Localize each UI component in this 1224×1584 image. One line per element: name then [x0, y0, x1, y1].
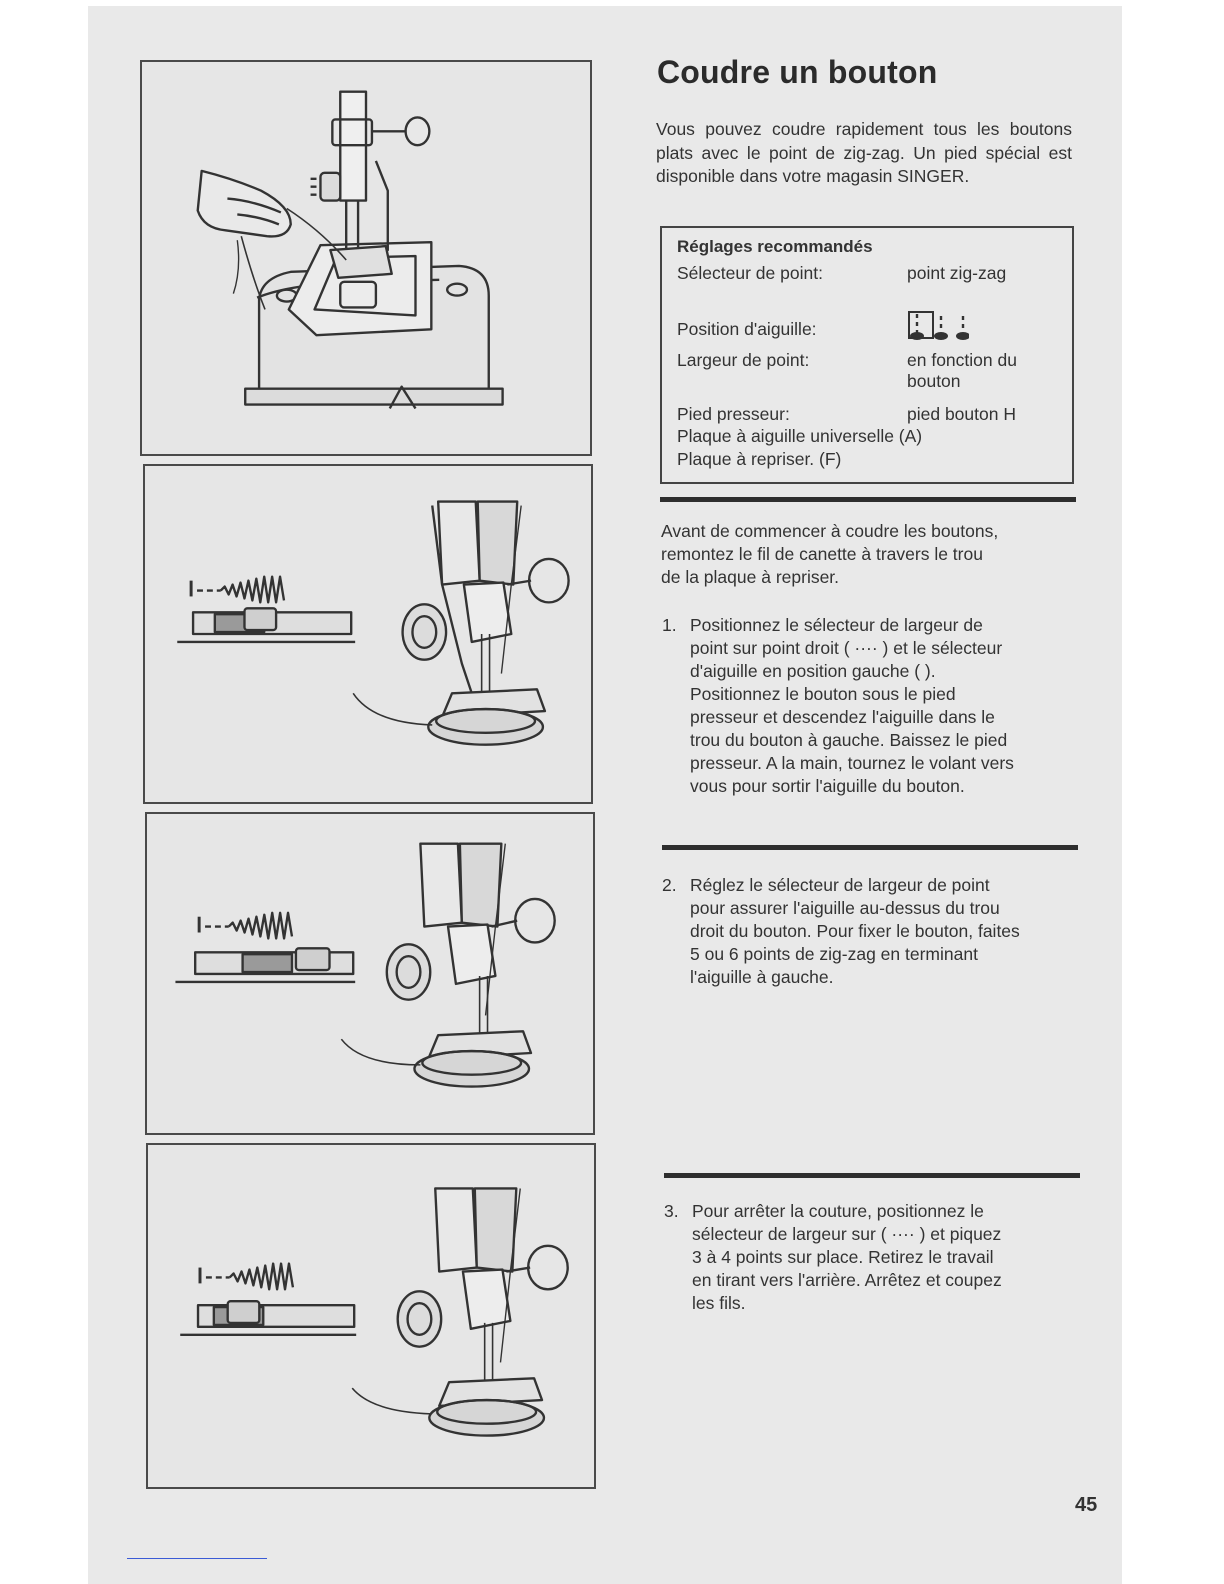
step-line: 5 ou 6 points de zig-zag en terminant [690, 944, 978, 964]
stitch-width-value-line-2: bouton [907, 371, 961, 391]
needle-position-label: Position d'aiguille: [677, 319, 817, 339]
plate-universal: Plaque à aiguille universelle (A) [677, 426, 923, 446]
needle-position-icon [907, 308, 969, 342]
before-line: de la plaque à repriser. [661, 567, 840, 587]
step-line: Positionnez le bouton sous le pied [690, 684, 956, 704]
presser-foot-value: pied bouton H [907, 404, 1016, 424]
step-number: 2. [662, 875, 677, 895]
step-number: 1. [662, 615, 677, 635]
step-line: droit du bouton. Pour fixer le bouton, faites [690, 921, 1020, 941]
step-line: 3 à 4 points sur place. Retirez le travail [692, 1247, 994, 1267]
intro-paragraph: Vous pouvez coudre rapidement tous les boutons plats avec le point de zig-zag. Un pied spécial est disponible dans votre magasin SINGER. [656, 119, 1072, 186]
illustration-panel-3 [145, 812, 595, 1135]
section-divider-3 [664, 1173, 1080, 1178]
page-number: 45 [1075, 1494, 1098, 1516]
step-line: les fils. [692, 1293, 746, 1313]
before-paragraph [661, 520, 1075, 589]
button-foot-finish-icon [148, 1145, 594, 1487]
stitch-width-label: Largeur de point: [677, 350, 810, 370]
step-line: sélecteur de largeur sur ( ···· ) et piquez [692, 1224, 1002, 1244]
page-title: Coudre un bouton [657, 54, 938, 90]
step-line: presseur. A la main, tournez le volant vers [690, 753, 1014, 773]
stitch-selector-value: point zig-zag [907, 263, 1007, 283]
step-line: point sur point droit ( ···· ) et le sélecteur [690, 638, 1003, 658]
recommended-settings-box [660, 226, 1074, 484]
presser-foot-label: Pied presseur: [677, 404, 790, 424]
step-line: Positionnez le sélecteur de largeur de [690, 615, 983, 635]
illustration-panel-1 [140, 60, 592, 456]
step-line: l'aiguille à gauche. [690, 967, 834, 987]
footer-link-underline [127, 1558, 267, 1559]
settings-heading: Réglages recommandés [677, 237, 873, 256]
illustration-panel-4 [146, 1143, 596, 1489]
section-divider-1 [660, 497, 1076, 502]
button-foot-left-position-icon [145, 466, 591, 802]
step-line: en tirant vers l'arrière. Arrêtez et coupez [692, 1270, 1002, 1290]
step-line: pour assurer l'aiguille au-dessus du trou [690, 898, 1000, 918]
step-line: vous pour sortir l'aiguille du bouton. [690, 776, 965, 796]
step-line: presseur et descendez l'aiguille dans le [690, 707, 995, 727]
before-line: Avant de commencer à coudre les boutons, [661, 521, 999, 541]
step-line: trou du bouton à gauche. Baissez le pied [690, 730, 1008, 750]
hand-threading-needle-icon [142, 62, 590, 454]
section-divider-2 [662, 845, 1078, 850]
stitch-selector-label: Sélecteur de point: [677, 263, 823, 283]
before-line: remontez le fil de canette à travers le trou [661, 544, 983, 564]
plate-darning: Plaque à repriser. (F) [677, 449, 842, 469]
stitch-width-value-line-1: en fonction du [907, 350, 1017, 370]
step-line: d'aiguille en position gauche ( ). [690, 661, 936, 681]
step-line: Pour arrêter la couture, positionnez le [692, 1201, 984, 1221]
button-foot-right-position-icon [147, 814, 593, 1133]
illustration-panel-2 [143, 464, 593, 804]
step-number: 3. [664, 1201, 679, 1221]
step-line: Réglez le sélecteur de largeur de point [690, 875, 990, 895]
